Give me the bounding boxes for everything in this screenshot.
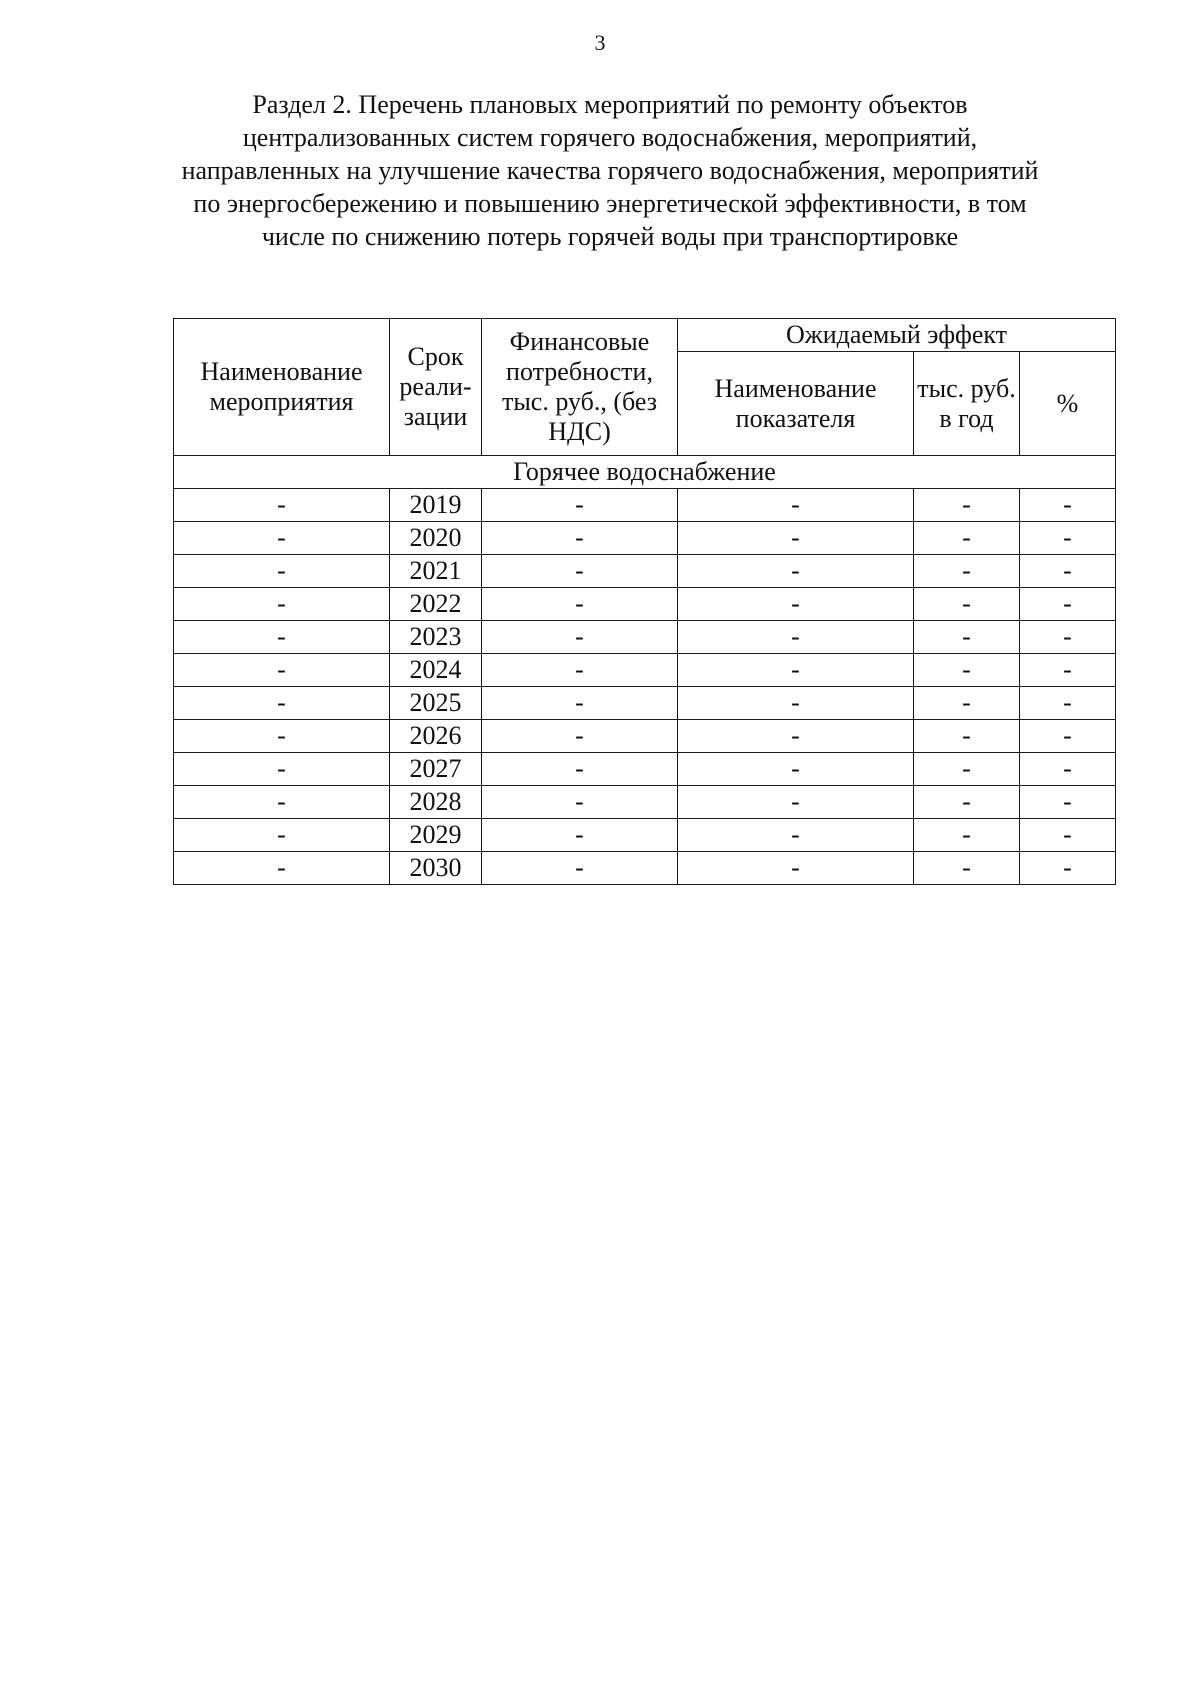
cell-year: 2025: [390, 687, 482, 720]
table-row: [174, 588, 1116, 621]
cell-percent: -: [1020, 819, 1116, 852]
cell-percent: -: [1020, 489, 1116, 522]
cell-indicator: -: [678, 786, 914, 819]
cell-finance: -: [482, 753, 678, 786]
cell-year: 2030: [390, 852, 482, 885]
cell-thousand-rub: -: [914, 555, 1020, 588]
table-row: [174, 489, 1116, 522]
cell-event-name: -: [174, 786, 390, 819]
cell-thousand-rub: -: [914, 753, 1020, 786]
cell-event-name: -: [174, 753, 390, 786]
cell-event-name: -: [174, 819, 390, 852]
cell-indicator: -: [678, 522, 914, 555]
header-expected-effect: Ожидаемый эффект: [678, 319, 1116, 352]
cell-thousand-rub: -: [914, 489, 1020, 522]
header-percent: %: [1020, 352, 1116, 456]
cell-event-name: -: [174, 555, 390, 588]
page-number: 3: [594, 30, 606, 55]
cell-indicator: -: [678, 588, 914, 621]
cell-thousand-rub: -: [914, 621, 1020, 654]
cell-finance: -: [482, 621, 678, 654]
cell-indicator: -: [678, 852, 914, 885]
cell-indicator: -: [678, 489, 914, 522]
cell-percent: -: [1020, 588, 1116, 621]
table-row: [174, 522, 1116, 555]
cell-indicator: -: [678, 753, 914, 786]
activities-table: [173, 318, 1116, 885]
cell-percent: -: [1020, 786, 1116, 819]
cell-finance: -: [482, 687, 678, 720]
cell-event-name: -: [174, 654, 390, 687]
cell-percent: -: [1020, 720, 1116, 753]
cell-year: 2023: [390, 621, 482, 654]
table-row: [174, 786, 1116, 819]
group-row: [174, 456, 1116, 489]
cell-indicator: -: [678, 555, 914, 588]
header-term: Срок реали-зации: [390, 319, 482, 456]
table-row: [174, 687, 1116, 720]
group-label: Горячее водоснабжение: [174, 456, 1116, 489]
cell-event-name: -: [174, 522, 390, 555]
cell-percent: -: [1020, 687, 1116, 720]
table-row: [174, 852, 1116, 885]
cell-thousand-rub: -: [914, 654, 1020, 687]
cell-finance: -: [482, 819, 678, 852]
cell-indicator: -: [678, 687, 914, 720]
cell-percent: -: [1020, 555, 1116, 588]
cell-percent: -: [1020, 753, 1116, 786]
cell-year: 2028: [390, 786, 482, 819]
cell-year: 2021: [390, 555, 482, 588]
cell-thousand-rub: -: [914, 852, 1020, 885]
section-title-line: числе по снижению потерь горячей воды при транспортировке: [261, 222, 959, 251]
header-thousand-rub-per-year: тыс. руб. в год: [914, 352, 1020, 456]
section-title-line: направленных на улучшение качества горячего водоснабжения, мероприятий: [181, 156, 1039, 185]
cell-percent: -: [1020, 654, 1116, 687]
cell-finance: -: [482, 489, 678, 522]
cell-finance: -: [482, 786, 678, 819]
section-title-line: централизованных систем горячего водоснабжения, мероприятий,: [242, 123, 978, 152]
cell-year: 2020: [390, 522, 482, 555]
cell-percent: -: [1020, 852, 1116, 885]
cell-year: 2022: [390, 588, 482, 621]
cell-finance: -: [482, 654, 678, 687]
cell-finance: -: [482, 555, 678, 588]
cell-finance: -: [482, 720, 678, 753]
table-row: [174, 555, 1116, 588]
table-row: [174, 819, 1116, 852]
cell-percent: -: [1020, 522, 1116, 555]
cell-event-name: -: [174, 588, 390, 621]
table-body: [174, 456, 1116, 885]
cell-finance: -: [482, 522, 678, 555]
cell-year: 2027: [390, 753, 482, 786]
cell-indicator: -: [678, 654, 914, 687]
cell-indicator: -: [678, 720, 914, 753]
cell-indicator: -: [678, 819, 914, 852]
table-header: [174, 319, 1116, 456]
cell-thousand-rub: -: [914, 687, 1020, 720]
cell-percent: -: [1020, 621, 1116, 654]
cell-finance: -: [482, 588, 678, 621]
table-row: [174, 720, 1116, 753]
table-row: [174, 621, 1116, 654]
cell-event-name: -: [174, 720, 390, 753]
section-title-line: Раздел 2. Перечень плановых мероприятий по ремонту объектов: [252, 90, 968, 119]
cell-indicator: -: [678, 621, 914, 654]
header-indicator-name: Наименование показателя: [678, 352, 914, 456]
cell-event-name: -: [174, 621, 390, 654]
cell-thousand-rub: -: [914, 786, 1020, 819]
cell-finance: -: [482, 852, 678, 885]
cell-event-name: -: [174, 852, 390, 885]
header-event-name: Наименование мероприятия: [174, 319, 390, 456]
cell-thousand-rub: -: [914, 819, 1020, 852]
table-row: [174, 654, 1116, 687]
header-finance: Финансовые потребности, тыс. руб., (без НДС): [482, 319, 678, 456]
table-row: [174, 753, 1116, 786]
cell-year: 2024: [390, 654, 482, 687]
cell-year: 2026: [390, 720, 482, 753]
cell-year: 2019: [390, 489, 482, 522]
cell-thousand-rub: -: [914, 522, 1020, 555]
cell-event-name: -: [174, 687, 390, 720]
cell-event-name: -: [174, 489, 390, 522]
cell-thousand-rub: -: [914, 588, 1020, 621]
section-title-line: по энергосбережению и повышению энергетической эффективности, в том: [193, 189, 1027, 218]
section-title: [150, 88, 1070, 253]
cell-thousand-rub: -: [914, 720, 1020, 753]
cell-year: 2029: [390, 819, 482, 852]
